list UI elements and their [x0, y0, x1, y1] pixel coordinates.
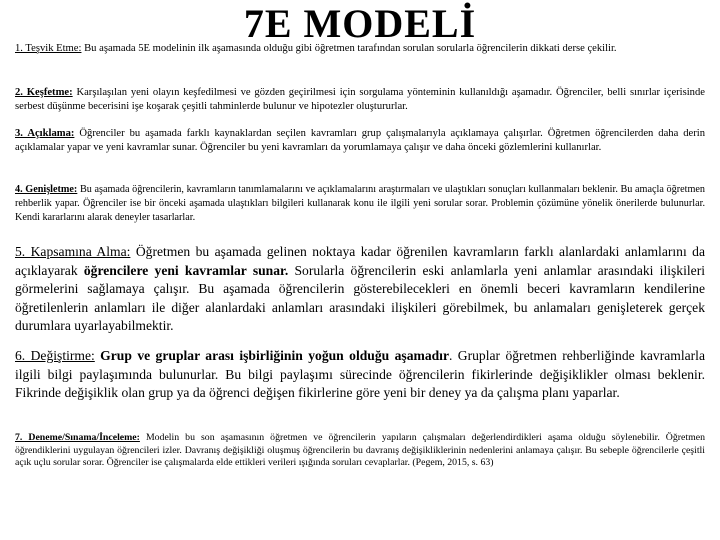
phase-5-bold-text: öğrencilere yeni kavramlar sunar.	[83, 262, 289, 278]
phase-4-text: Bu aşamada öğrencilerin, kavramların tanımlamalarını ve açıklamalarını araştırmaları ve ulaştıkları sonuçları kullanmaları beklenir. Bu amaçla öğretmen rehberlik yapar. Öğrenciler ise bir önceki aşamada ulaştıkları bilgileri kullanarak konu ile ilgili yeni sorular sorar. Problemin çözümüne yönelik önerilerde bulunurlar. Kendi kararlarını alarak deneyler tasarlarlar.	[15, 184, 705, 223]
phase-2-text: Karşılaşılan yeni olayın keşfedilmesi ve gözden geçirilmesi için sorgulama yönteminin kullanıldığı aşamadır. Öğrenciler, belli sınırlar içerisinde serbest düşünme becerisini işe koşarak çeşitli tahminlerde bulunur ve hipotezler oluştururlar.	[15, 87, 705, 112]
phase-4-heading: 4. Genişletme:	[15, 184, 78, 195]
phase-6-heading: 6. Değiştirme:	[15, 348, 95, 363]
phase-4-paragraph	[15, 183, 705, 225]
phase-3-text: Öğrenciler bu aşamada farklı kaynaklardan seçilen kavramları grup çalışmalarıyla açıklamaya çalışırlar. Öğretmen öğrencilerden daha derin açıklamalar yapar ve yeni kavramlar sunar. Öğrenciler bu yeni kavramları da yorumlamaya çalışır ve daha önceki gözlemlerini kullanırlar.	[15, 128, 705, 153]
phase-1-paragraph	[15, 42, 705, 55]
phase-5-text-a: Öğretmen bu aşamada gelinen noktaya kadar öğrenilen kavramların farklı alanlardaki anlamlarını da açıklayarak	[15, 244, 705, 278]
phase-7-text: Modelin bu son aşamasının öğretmen ve öğrencilerin yapıların çalışmaları değerlendirdikleri aşama olduğu söylenebilir. Öğretmen öğrendiklerini uygulayan öğrencileri izler. Davranış değişikliği oluşmuş öğrencilerin bu davranış değişikliklerinin nedenlerini anlamaya çalışır. Bu sebeple öğrencilerle çeşitli açık uçlu sorular sorar. Öğrenciler ise çalışmalarda elde ettikleri verileri ışığında soruları cevaplarlar. (Pegem, 2015, s. 63)	[15, 432, 705, 468]
phase-1-heading: 1. Teşvik Etme:	[15, 43, 82, 54]
phase-7-heading: 7. Deneme/Sınama/İnceleme:	[15, 432, 140, 443]
phase-3-heading: 3. Açıklama:	[15, 128, 75, 139]
page-title: 7E MODELİ	[243, 1, 477, 46]
phase-1-text: Bu aşamada 5E modelinin ilk aşamasında olduğu gibi öğretmen tarafından sorulan sorularla öğrencilerin dikkati derse çekilir.	[81, 43, 617, 54]
phase-6-text: . Gruplar öğretmen rehberliğinde kavramlarla ilgili bilgi paylaşımında bulunurlar. Bu bilgi paylaşımı sürecinde öğrencilerin fikirlerinde değişiklikler olması beklenir. Fikrinde değişiklik olan grup ya da öğrenci değişen fikirlerine göre yeni bir deney ya da çalışma planı yaparlar.	[15, 348, 705, 400]
phase-5-text-b: Sorularla öğrencilerin eski anlamlarla yeni anlamlar arasındaki ilişkileri görmelerini sağlamaya çalışır. Bu aşamada öğrencilerin gösterebilecekleri en önemli beceri kavramların kendilerine öğretilenlerin anlamları ile diğer alanlardaki anlamları arasındaki ilişkileri görebilmek, bu anlamaları genişleterek gerçek durumlara uyarlayabilmektir.	[15, 262, 705, 333]
phase-2-paragraph	[15, 86, 705, 114]
phase-6-paragraph	[15, 347, 705, 403]
phase-3-paragraph	[15, 127, 705, 155]
phase-7-paragraph	[15, 432, 705, 470]
phase-5-heading: 5. Kapsamına Alma:	[15, 244, 131, 259]
phase-2-heading: 2. Keşfetme:	[15, 87, 73, 98]
phase-6-bold-text: Grup ve gruplar arası işbirliğinin yoğun olduğu aşamadır	[94, 348, 449, 363]
phase-5-paragraph	[15, 243, 705, 336]
